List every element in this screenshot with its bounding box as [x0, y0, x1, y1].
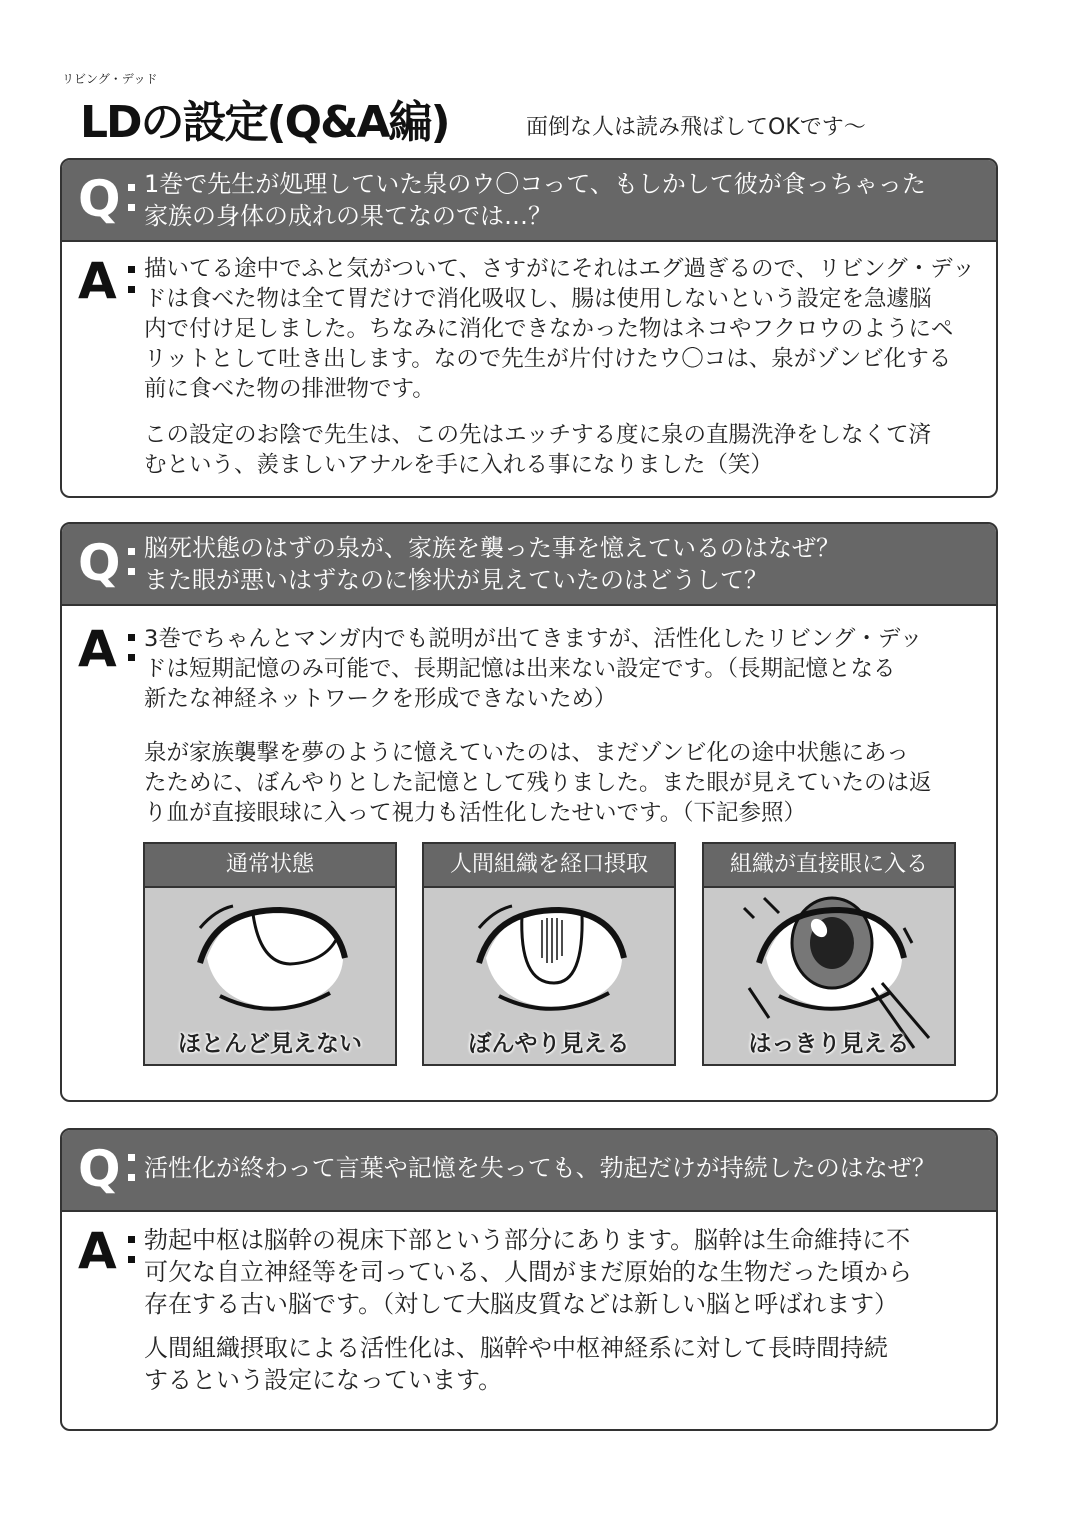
- answer-paragraph: [144, 254, 975, 404]
- question-text: [144, 168, 926, 232]
- answer-line: 内で付け足しました。ちなみに消化できなかった物はネコやフクロウのようにペ: [144, 316, 954, 342]
- question-line: 脳死状態のはずの泉が、家族を襲った事を憶えているのはなぜ？: [144, 534, 840, 562]
- answer-line: リットとして吐き出します。なので先生が片付けたウ〇コは、泉がゾンビ化する: [144, 346, 952, 372]
- panel-caption: ぼんやり見える: [468, 1031, 630, 1057]
- answer-paragraph: [144, 738, 932, 828]
- question-header: [62, 524, 996, 606]
- a-label: A: [78, 252, 117, 310]
- answer-line: むという、羨ましいアナルを手に入れる事になりました（笑）: [144, 452, 773, 478]
- answer-line: 描いてる途中でふと気がついて、さすがにそれはエグ過ぎるので、リビング・デッ: [144, 256, 975, 282]
- colon-icon: [128, 548, 135, 588]
- qa-box-1: [60, 158, 998, 498]
- answer-line: 存在する古い脳です。（対して大脳皮質などは新しい脳と呼ばれます）: [144, 1290, 899, 1318]
- question-line: 家族の身体の成れの果てなのでは…？: [144, 202, 552, 230]
- answer-line: 可欠な自立神経等を司っている、人間がまだ原始的な生物だった頃から: [144, 1258, 912, 1286]
- page-title: LDの設定(Q&A編): [80, 97, 449, 148]
- answer-line: ドは短期記憶のみ可能で、長期記憶は出来ない設定です。（長期記憶となる: [144, 656, 896, 682]
- answer-line: 泉が家族襲撃を夢のように憶えていたのは、まだゾンビ化の途中状態にあっ: [144, 740, 909, 766]
- answer-line: するという設定になっています。: [144, 1366, 503, 1394]
- answer-line: り血が直接眼球に入って視力も活性化したせいです。（下記参照）: [144, 800, 806, 826]
- q-label: Q: [78, 1140, 121, 1198]
- answer-paragraph: [144, 624, 922, 714]
- eye-panel-direct: [702, 842, 956, 1066]
- question-text: [144, 1152, 936, 1184]
- q-label: Q: [78, 170, 121, 228]
- question-text: [144, 532, 840, 596]
- answer-line: この設定のお陰で先生は、この先はエッチする度に泉の直腸洗浄をしなくて済: [144, 422, 932, 448]
- answer-line: 前に食べた物の排泄物です。: [144, 376, 435, 402]
- panel-title: 組織が直接眼に入る: [704, 844, 954, 888]
- panel-title: 通常状態: [145, 844, 395, 888]
- panel-title: 人間組織を経口摂取: [424, 844, 674, 888]
- answer-line: たために、ぼんやりとした記憶として残りました。また眼が見えていたのは返: [144, 770, 932, 796]
- question-header: [62, 1130, 996, 1212]
- panel-caption: ほとんど見えない: [178, 1031, 362, 1057]
- colon-icon: [128, 1236, 135, 1276]
- answer-line: 3巻でちゃんとマンガ内でも説明が出てきますが、活性化したリビング・デッ: [144, 626, 923, 652]
- answer-line: 新たな神経ネットワークを形成できないため）: [144, 686, 617, 712]
- question-header: [62, 160, 996, 242]
- answer-line: 人間組織摂取による活性化は、脳幹や中枢神経系に対して長時間持続: [144, 1334, 888, 1362]
- colon-icon: [128, 1154, 135, 1194]
- question-line: 活性化が終わって言葉や記憶を失っても、勃起だけが持続したのはなぜ？: [144, 1154, 936, 1182]
- colon-icon: [128, 184, 135, 224]
- q-label: Q: [78, 534, 121, 592]
- a-label: A: [78, 620, 117, 678]
- panel-caption: はっきり見える: [748, 1031, 910, 1057]
- colon-icon: [128, 634, 135, 674]
- answer-line: ドは食べた物は全て胃だけで消化吸収し、腸は使用しないという設定を急遽脳: [144, 286, 932, 312]
- colon-icon: [128, 266, 135, 306]
- answer-line: 勃起中枢は脳幹の視床下部という部分にあります。脳幹は生命維持に不: [144, 1226, 911, 1254]
- page-subtitle: 面倒な人は読み飛ばしてOKです～: [526, 115, 866, 140]
- a-label: A: [78, 1222, 117, 1280]
- question-line: 1巻で先生が処理していた泉のウ〇コって、もしかして彼が食っちゃった: [144, 170, 926, 198]
- answer-paragraph: [144, 1332, 888, 1396]
- answer-paragraph: [144, 420, 931, 480]
- qa-box-3: [60, 1128, 998, 1431]
- eye-panel-oral: [422, 842, 676, 1066]
- eye-panel-normal: [143, 842, 397, 1066]
- title-ruby: リビング・デッド: [62, 72, 158, 86]
- question-line: また眼が悪いはずなのに惨状が見えていたのはどうして？: [144, 566, 768, 594]
- answer-paragraph: [144, 1224, 912, 1320]
